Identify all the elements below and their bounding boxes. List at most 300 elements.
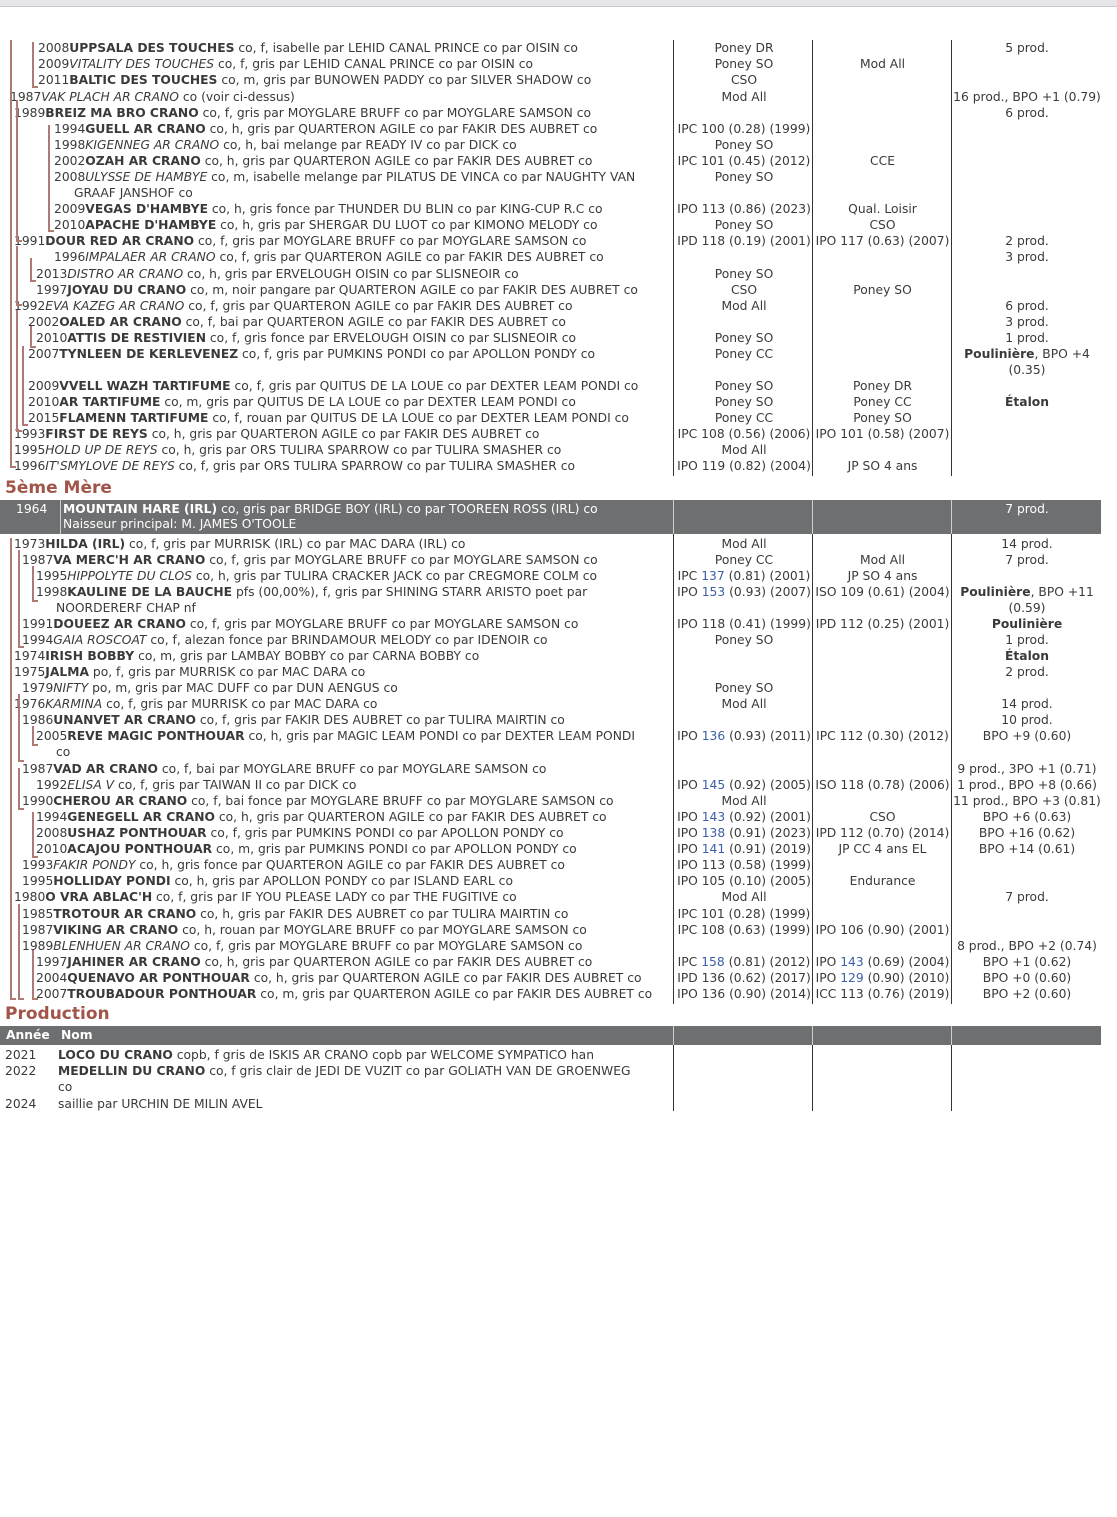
production-horse-desc: co, f gris clair de JEDI DE VUZIT co par GOLIATH VAN DE GROENWEG [205, 1064, 631, 1078]
production-value: 14 prod. [1001, 697, 1053, 711]
perf-cell-2 [814, 584, 951, 600]
perf-cell-2 [814, 233, 951, 249]
horse-year: 1991 [14, 234, 46, 248]
horse-desc: co, f, gris par QUARTERON AGILE co par FAKIR DES AUBRET co [184, 299, 573, 313]
perf-cell-2 [814, 410, 951, 426]
horse-cell [22, 793, 614, 809]
horse-name: IMPALAER AR CRANO [85, 250, 216, 264]
perf-cell-2 [814, 616, 951, 632]
production-value: 10 prod. [1001, 713, 1053, 727]
perf-value: Poney SO [714, 218, 774, 232]
perf-value: CSO [730, 73, 758, 87]
production-cell [953, 889, 1101, 905]
horse-cell [14, 233, 586, 249]
status-label: Poulinière [964, 347, 1035, 361]
horse-cell [36, 777, 356, 793]
horse-year: 2015 [28, 411, 60, 425]
perf-value: Poney SO [714, 57, 774, 71]
horse-cell [22, 616, 578, 632]
perf-value: JP SO 4 ans [847, 569, 918, 583]
perf-value: Poney CC [853, 395, 912, 409]
perf-cell-2 [814, 217, 951, 233]
horse-year: 2010 [54, 218, 86, 232]
perf-cell-2 [814, 552, 951, 568]
horse-name: NIFTY [53, 681, 89, 695]
perf-cell-1 [676, 728, 812, 744]
horse-desc: co, f, gris fonce par ERVELOUGH OISIN co par SLISNEOIR co [206, 331, 576, 345]
production-cell [953, 954, 1101, 970]
perf-value: IPC 112 (0.30) (2012) [816, 729, 949, 743]
pedigree-bracket-line [10, 538, 16, 1000]
perf-cell-1 [676, 873, 812, 889]
perf-cell-1 [676, 841, 812, 857]
pedigree-bracket-line [32, 812, 38, 858]
perf-cell-1 [676, 889, 812, 905]
horse-name: BREIZ MA BRO CRANO [45, 106, 199, 120]
horse-name: VIKING AR CRANO [53, 923, 179, 937]
horse-name: KARMINA [45, 697, 103, 711]
horse-year: 1994 [36, 810, 68, 824]
horse-desc: co, f, gris par MOYGLARE BRUFF co par MOYGLARE SAMSON co [185, 617, 579, 631]
horse-year: 2011 [38, 73, 70, 87]
horse-cell [22, 938, 582, 954]
perf-cell-2 [814, 809, 951, 825]
perf-value: IPO 113 (0.86) (2023) [677, 202, 811, 216]
horse-desc: co, h, gris par ERVELOUGH OISIN co par SLISNEOIR co [183, 267, 519, 281]
production-cell [953, 346, 1101, 378]
perf-index-type: IPO [815, 955, 841, 969]
perf-cell-2 [814, 954, 951, 970]
column-rule [812, 40, 813, 476]
perf-index-detail: (0.92) (2005) [725, 778, 811, 792]
production-desc-line2: co [58, 1080, 73, 1094]
perf-cell-1 [676, 89, 812, 105]
production-desc-continued [58, 1079, 631, 1095]
production-cell [953, 938, 1101, 954]
perf-value: Poney CC [714, 553, 774, 567]
production-cell [953, 616, 1101, 632]
perf-cell-1 [676, 266, 812, 282]
horse-name: BALTIC DES TOUCHES [69, 73, 218, 87]
perf-cell-1 [676, 552, 812, 568]
perf-index-detail: (0.91) (2023) [725, 826, 811, 840]
horse-desc: co, f, gris par QUARTERON AGILE co par FAKIR DES AUBRET co [215, 250, 604, 264]
horse-desc: co, f, gris par MURRISK (IRL) co par MAC DARA (IRL) co [125, 537, 466, 551]
perf-value: ISO 118 (0.78) (2006) [815, 778, 950, 792]
perf-index-detail: (0.91) (2019) [725, 842, 811, 856]
perf-value: Mod All [721, 90, 767, 104]
production-cell [953, 712, 1101, 728]
horse-cell [36, 330, 576, 346]
production-year: 2022 [5, 1064, 37, 1078]
column-rule [812, 1045, 813, 1111]
horse-name: VAK PLACH AR CRANO [41, 90, 179, 104]
perf-index-value: 153 [701, 585, 726, 599]
horse-name: OZAH AR CRANO [85, 154, 201, 168]
horse-name: JAHINER AR CRANO [67, 955, 201, 969]
production-name-cell [58, 1063, 631, 1095]
horse-cell [14, 664, 365, 680]
horse-name: IT'SMYLOVE DE REYS [45, 459, 175, 473]
perf-cell-1 [676, 137, 812, 153]
horse-cell [22, 873, 513, 889]
perf-index-type: IPO [677, 842, 702, 856]
perf-index-value: 158 [701, 955, 725, 969]
perf-value: IPD 118 (0.19) (2001) [677, 234, 811, 248]
production-value: BPO +2 (0.60) [982, 987, 1072, 1001]
horse-year: 2008 [54, 170, 86, 184]
horse-desc: co, h, gris par QUARTERON AGILE co par FAKIR DES AUBRET co [200, 955, 593, 969]
production-cell [953, 664, 1101, 680]
horse-name: GUELL AR CRANO [85, 122, 206, 136]
horse-year: 1987 [10, 90, 42, 104]
production-col-year: Année [6, 1028, 50, 1042]
perf-value: Poney DR [714, 41, 774, 55]
perf-index-type: IPO [815, 971, 841, 985]
production-cell [953, 105, 1101, 121]
horse-cell [14, 536, 465, 552]
perf-value: IPO 136 (0.90) (2014) [677, 987, 811, 1001]
horse-desc: co, h, rouan par MOYGLARE BRUFF co par MOYGLARE SAMSON co [178, 923, 587, 937]
horse-name: USHAZ PONTHOUAR [67, 826, 207, 840]
perf-cell-2 [814, 458, 951, 474]
horse-cell [22, 922, 587, 938]
horse-desc: co, m, gris par QUITUS DE LA LOUE co par DEXTER LEAM PONDI co [160, 395, 576, 409]
perf-cell-1 [676, 410, 812, 426]
status-label: Poulinière [960, 585, 1031, 599]
horse-name: HIPPOLYTE DU CLOS [67, 569, 192, 583]
perf-value: IPD 112 (0.25) (2001) [815, 617, 950, 631]
production-value: 1 prod. [1005, 331, 1049, 345]
perf-cell-1 [676, 584, 812, 600]
section-title-production: Production [5, 1004, 110, 1024]
perf-value: Poney CC [714, 347, 774, 361]
horse-name: HOLD UP DE REYS [45, 443, 158, 457]
horse-year: 1976 [14, 697, 46, 711]
perf-index-type: IPO [677, 585, 702, 599]
horse-cell [28, 378, 638, 394]
status-label: Étalon [1005, 649, 1049, 663]
horse-name: OALED AR CRANO [59, 315, 182, 329]
horse-year: 2005 [36, 729, 68, 743]
section-title-5eme-mere: 5ème Mère [5, 478, 112, 498]
horse-cell [36, 584, 587, 616]
horse-year: 2010 [36, 331, 68, 345]
horse-name: QUENAVO AR PONTHOUAR [67, 971, 250, 985]
perf-value: IPC 108 (0.63) (1999) [677, 923, 811, 937]
production-cell [953, 632, 1101, 648]
horse-desc: co, m, noir pangare par QUARTERON AGILE co par FAKIR DES AUBRET co [186, 283, 638, 297]
perf-cell-2 [814, 153, 951, 169]
production-cell [953, 728, 1101, 744]
perf-cell-1 [676, 442, 812, 458]
perf-cell-1 [676, 954, 812, 970]
horse-cell [22, 680, 398, 696]
horse-year: 1979 [22, 681, 54, 695]
perf-cell-1 [676, 330, 812, 346]
horse-desc: co, h, gris fonce par QUARTERON AGILE co par FAKIR DES AUBRET co [135, 858, 565, 872]
perf-value: Mod All [721, 443, 767, 457]
production-value: BPO +16 (0.62) [978, 826, 1076, 840]
horse-cell [36, 282, 638, 298]
perf-cell-2 [814, 873, 951, 889]
horse-cell [36, 568, 597, 584]
horse-desc: co, h, gris par QUARTERON AGILE co par FAKIR DES AUBRET co [147, 427, 540, 441]
horse-cell [36, 728, 635, 760]
perf-cell-1 [676, 72, 812, 88]
perf-index-detail: (0.81) (2001) [724, 569, 811, 583]
horse-desc: co, h, gris par QUARTERON AGILE co par FAKIR DES AUBRET co [214, 810, 607, 824]
production-horse-desc: copb, f gris de ISKIS AR CRANO copb par WELCOME SYMPATICO han [172, 1048, 594, 1062]
production-cell [953, 648, 1101, 664]
horse-cell [28, 314, 566, 330]
perf-value: IPC 108 (0.56) (2006) [677, 427, 811, 441]
top-rule [0, 6, 1117, 7]
horse-cell [38, 56, 533, 72]
perf-cell-1 [676, 922, 812, 938]
pedigree-bracket-line [18, 904, 24, 1000]
horse-cell [28, 394, 576, 410]
horse-year: 1998 [54, 138, 86, 152]
perf-value: ISO 109 (0.61) (2004) [815, 585, 950, 599]
perf-value: JP CC 4 ans EL [838, 842, 927, 856]
perf-value: IPC 101 (0.45) (2012) [677, 154, 811, 168]
horse-name: GAIA ROSCOAT [53, 633, 147, 647]
horse-desc-continued [36, 600, 587, 616]
production-value: 14 prod. [1001, 537, 1053, 551]
pedigree-bracket-line [30, 258, 36, 282]
horse-desc: co, f, bai fonce par MOYGLARE BRUFF co par MOYGLARE SAMSON co [187, 794, 614, 808]
production-value: 1 prod. [1005, 633, 1049, 647]
horse-year: 1992 [36, 778, 68, 792]
horse-desc: co, f, gris par MOYGLARE BRUFF co par MOYGLARE SAMSON co [198, 106, 592, 120]
horse-year: 1994 [54, 122, 86, 136]
perf-cell-2 [814, 56, 951, 72]
horse-desc-line2: NOORDERERF CHAP nf [56, 601, 196, 615]
horse-name: ATTIS DE RESTIVIEN [67, 331, 206, 345]
perf-cell-1 [676, 809, 812, 825]
pedigree-bracket-line [16, 100, 22, 242]
horse-desc: co, f, gris par ORS TULIRA SPARROW co par TULIRA SMASHER co [174, 459, 576, 473]
production-cell [953, 40, 1101, 56]
horse-cell [14, 696, 377, 712]
horse-name: JOYAU DU CRANO [67, 283, 187, 297]
perf-cell-1 [676, 378, 812, 394]
horse-desc: co, f, gris par QUITUS DE LA LOUE co par DEXTER LEAM PONDI co [230, 379, 639, 393]
perf-cell-1 [676, 298, 812, 314]
perf-cell-2 [814, 201, 951, 217]
horse-year: 1997 [36, 955, 68, 969]
horse-desc: co, f, gris par PUMKINS PONDI co par APOLLON PONDY co [238, 347, 595, 361]
horse-name: REVE MAGIC PONTHOUAR [67, 729, 245, 743]
horse-cell [38, 72, 591, 88]
horse-desc: co, m, gris par PUMKINS PONDI co par APOLLON PONDY co [212, 842, 577, 856]
horse-year: 2007 [28, 347, 60, 361]
perf-cell-1 [676, 857, 812, 873]
horse-cell [10, 89, 295, 105]
horse-desc: co, f, alezan fonce par BRINDAMOUR MELODY co par IDENOIR co [146, 633, 548, 647]
production-cell [953, 793, 1101, 809]
horse-name: UNANVET AR CRANO [53, 713, 196, 727]
horse-year: 1985 [22, 907, 54, 921]
horse-name: BLENHUEN AR CRANO [53, 939, 190, 953]
production-cell [953, 330, 1101, 346]
production-cell [953, 314, 1101, 330]
horse-cell [14, 458, 575, 474]
perf-value: Poney SO [853, 411, 912, 425]
horse-year: 1973 [14, 537, 46, 551]
horse-desc: po, m, gris par MAC DUFF co par DUN AENGUS co [88, 681, 398, 695]
horse-year: 1995 [36, 569, 68, 583]
production-cell [953, 761, 1101, 777]
horse-name: AR TARTIFUME [59, 395, 161, 409]
horse-name: O VRA ABLAC'H [45, 890, 153, 904]
horse-year: 1987 [22, 553, 54, 567]
production-value: 16 prod., BPO +1 (0.79) [953, 90, 1101, 104]
production-cell [953, 394, 1101, 410]
horse-cell [38, 40, 578, 56]
horse-desc: co, h, gris par TULIRA CRACKER JACK co par CREGMORE COLM co [191, 569, 598, 583]
horse-name: ACAJOU PONTHOUAR [67, 842, 213, 856]
perf-cell-2 [814, 970, 951, 986]
horse-desc: co, h, gris par APOLLON PONDY co par ISLAND EARL co [170, 874, 513, 888]
horse-name: UPPSALA DES TOUCHES [69, 41, 235, 55]
perf-cell-1 [676, 696, 812, 712]
horse-cell [36, 266, 519, 282]
perf-cell-2 [814, 394, 951, 410]
horse-year: 1995 [14, 443, 46, 457]
perf-cell-1 [676, 536, 812, 552]
horse-cell [22, 906, 568, 922]
horse-cell [22, 761, 546, 777]
horse-desc: co, f, gris par MOYGLARE BRUFF co par MOYGLARE SAMSON co [205, 553, 598, 567]
perf-index-detail: (0.81) (2012) [724, 955, 811, 969]
perf-value: IPC 101 (0.28) (1999) [677, 907, 811, 921]
perf-value: Poney DR [852, 379, 913, 393]
horse-cell [14, 889, 517, 905]
horse-cell [22, 632, 548, 648]
production-cell [953, 841, 1101, 857]
header-breeder: Naisseur principal: M. JAMES O'TOOLE [63, 517, 297, 531]
perf-value: JP SO 4 ans [847, 459, 918, 473]
horse-desc-line2: GRAAF JANSHOF co [74, 186, 193, 200]
production-value: 11 prod., BPO +3 (0.81) [953, 794, 1101, 808]
perf-cell-1 [676, 121, 812, 137]
perf-cell-2 [814, 568, 951, 584]
column-rule [951, 534, 952, 1004]
horse-name: APACHE D'HAMBYE [85, 218, 217, 232]
horse-cell [54, 121, 597, 137]
production-horse-desc: saillie par URCHIN DE MILIN AVEL [58, 1097, 263, 1111]
horse-year: 2007 [36, 987, 68, 1001]
perf-index-detail: (0.90) (2010) [863, 971, 950, 985]
perf-cell-1 [676, 153, 812, 169]
horse-desc: co, h, gris par ORS TULIRA SPARROW co par TULIRA SMASHER co [157, 443, 562, 457]
production-cell [953, 809, 1101, 825]
horse-desc-continued [36, 744, 635, 760]
production-cell [953, 584, 1101, 616]
horse-name: CHEROU AR CRANO [53, 794, 188, 808]
perf-cell-1 [676, 56, 812, 72]
horse-name: DISTRO AR CRANO [67, 267, 184, 281]
production-cell [953, 825, 1101, 841]
horse-cell [54, 201, 603, 217]
perf-value: IPD 112 (0.70) (2014) [815, 826, 950, 840]
horse-year: 2008 [38, 41, 70, 55]
header-horse-desc: co, gris par BRIDGE BOY (IRL) co par TOOREEN ROSS (IRL) co [217, 502, 598, 516]
perf-value: Mod All [721, 890, 767, 904]
horse-desc: co, f, gris par IF YOU PLEASE LADY co par THE FUGITIVE co [152, 890, 517, 904]
production-cell [953, 536, 1101, 552]
perf-index-detail: (0.69) (2004) [863, 955, 950, 969]
horse-cell [54, 169, 635, 201]
horse-cell [14, 442, 561, 458]
horse-year: 1980 [14, 890, 46, 904]
horse-year: 2002 [28, 315, 60, 329]
perf-cell-1 [676, 346, 812, 362]
column-rule [951, 1045, 952, 1111]
perf-index-value: 143 [701, 810, 726, 824]
pedigree-bracket-line [48, 125, 54, 232]
horse-desc-continued [54, 185, 635, 201]
horse-cell [36, 954, 592, 970]
horse-cell [54, 153, 592, 169]
horse-year: 1994 [22, 633, 54, 647]
horse-cell [54, 249, 604, 265]
horse-year: 2009 [54, 202, 86, 216]
horse-name: ULYSSE DE HAMBYE [85, 170, 208, 184]
status-label: Poulinière [991, 617, 1063, 631]
production-value: 6 prod. [1005, 299, 1049, 313]
horse-year: 2008 [36, 826, 68, 840]
perf-cell-1 [676, 217, 812, 233]
perf-value: Mod All [721, 299, 767, 313]
pedigree-bracket-line [32, 950, 38, 1000]
perf-cell-1 [676, 282, 812, 298]
horse-name: JALMA [45, 665, 89, 679]
perf-cell-2 [814, 728, 951, 744]
horse-name: HOLLIDAY PONDI [53, 874, 171, 888]
perf-cell-2 [814, 777, 951, 793]
perf-value: IPO 119 (0.82) (2004) [677, 459, 811, 473]
perf-index-value: 129 [840, 971, 864, 985]
horse-name: VA MERC'H AR CRANO [53, 553, 206, 567]
horse-name: FIRST DE REYS [45, 427, 148, 441]
perf-index-detail: (0.93) (2011) [725, 729, 811, 743]
perf-value: IPO 118 (0.41) (1999) [677, 617, 811, 631]
horse-year: 1997 [36, 283, 68, 297]
production-value: 7 prod. [1005, 890, 1049, 904]
horse-cell [36, 825, 563, 841]
perf-cell-1 [676, 777, 812, 793]
column-rule [951, 40, 952, 476]
horse-cell [22, 552, 598, 568]
horse-year: 1995 [22, 874, 54, 888]
horse-name: FLAMENN TARTIFUME [59, 411, 209, 425]
production-cell [953, 970, 1101, 986]
perf-index-value: 138 [701, 826, 726, 840]
horse-year: 1989 [14, 106, 46, 120]
column-rule [673, 534, 674, 1004]
horse-name: VVELL WAZH TARTIFUME [59, 379, 231, 393]
perf-value: IPO 113 (0.58) (1999) [677, 858, 811, 872]
horse-desc: co, f, gris par LEHID CANAL PRINCE co par OISIN co [214, 57, 534, 71]
perf-value: CSO [869, 218, 896, 232]
perf-value: Mod All [721, 537, 767, 551]
perf-value: Poney SO [714, 170, 774, 184]
horse-cell [54, 217, 597, 233]
perf-value: IPO 106 (0.90) (2001) [815, 923, 950, 937]
